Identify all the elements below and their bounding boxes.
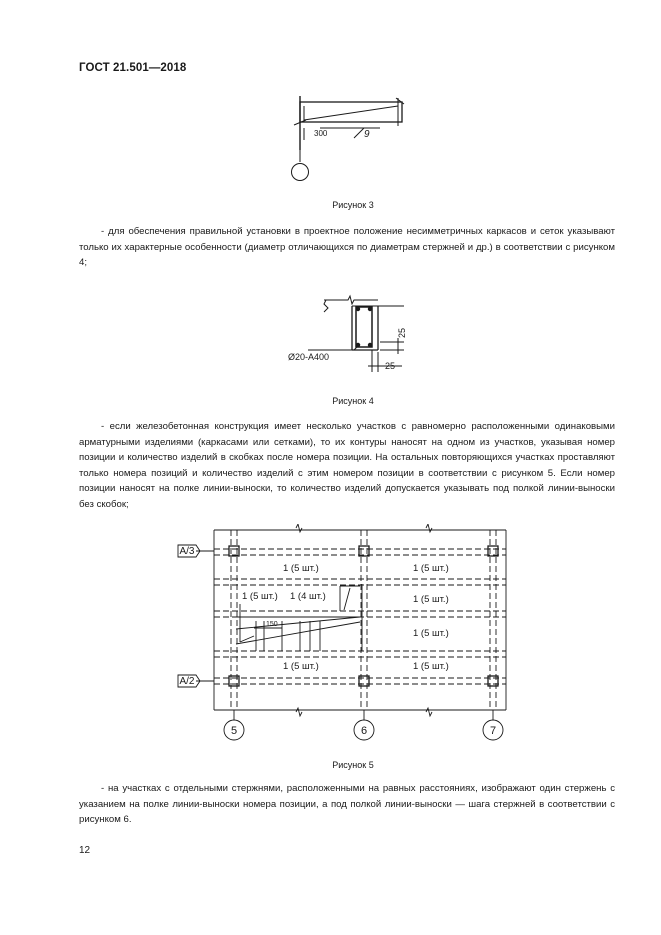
axis-5-label: 5 bbox=[230, 725, 238, 737]
figure-4-drawing bbox=[288, 290, 418, 382]
fig4-horizontal-dimension: 25 bbox=[385, 361, 396, 371]
fig3-dimension: 300 bbox=[314, 129, 328, 138]
cell-mid-left-a: 1 (5 шт.) bbox=[242, 591, 278, 602]
axis-a2-label: А/2 bbox=[179, 676, 195, 687]
page-number: 12 bbox=[79, 845, 91, 856]
cell-mid-right-1: 1 (5 шт.) bbox=[413, 594, 449, 605]
axis-a3-label: А/3 bbox=[179, 546, 195, 557]
axis-7-label: 7 bbox=[489, 725, 497, 737]
fig4-bar-label: Ø20-А400 bbox=[288, 352, 330, 362]
cell-bottom-right: 1 (5 шт.) bbox=[413, 661, 449, 672]
figure-4-caption: Рисунок 4 bbox=[332, 396, 374, 406]
fig5-dimension: 150 bbox=[266, 621, 278, 628]
cell-top-right: 1 (5 шт.) bbox=[413, 563, 449, 574]
cell-mid-left-b: 1 (4 шт.) bbox=[290, 591, 326, 602]
fig3-position-label: 9 bbox=[364, 129, 370, 140]
figure-3-drawing bbox=[280, 90, 410, 190]
paragraph-1: - для обеспечения правильной установки в проектное положение несимметричных каркасов и сеток указывают только их характерные особенности (диаметр отличающихся по диаметрам стержней и др.) в соответствии с рисунком 4; bbox=[79, 226, 615, 268]
paragraph-2: - если железобетонная конструкция имеет несколько участков с равномерно расположенными одинаковыми арматурными изделиями (каркасами или сетками), то их контуры наносят на одном из участков, указывая номер позиции и количество изделий в скобках после номера позиции. На остальных повторяющихся участках проставляют только номера позиций и количество изделий с этим номером позиции в соответствии с рисунком 5. Если номер позиции наносят на полке линии-выноски, то количество изделий допускается указывать под полкой линии-выноски без скобок; bbox=[79, 421, 615, 510]
fig4-vertical-dimension: 25 bbox=[397, 327, 407, 338]
paragraph-3: - на участках с отдельными стержнями, расположенными на равных расстояниях, изображают один стержень с указанием на полке линии-выноски номера позиции, а под полкой линии-выноски — шага стержней в соответствии с рисунком 6. bbox=[79, 783, 615, 825]
axis-6-label: 6 bbox=[360, 725, 368, 737]
document-code: ГОСТ 21.501—2018 bbox=[79, 62, 187, 74]
cell-mid-right-2: 1 (5 шт.) bbox=[413, 628, 449, 639]
figure-5-caption: Рисунок 5 bbox=[332, 760, 374, 770]
cell-bottom-left: 1 (5 шт.) bbox=[283, 661, 319, 672]
figure-3-caption: Рисунок 3 bbox=[332, 200, 374, 210]
figure-5-drawing bbox=[170, 524, 520, 746]
cell-top-left: 1 (5 шт.) bbox=[283, 563, 319, 574]
